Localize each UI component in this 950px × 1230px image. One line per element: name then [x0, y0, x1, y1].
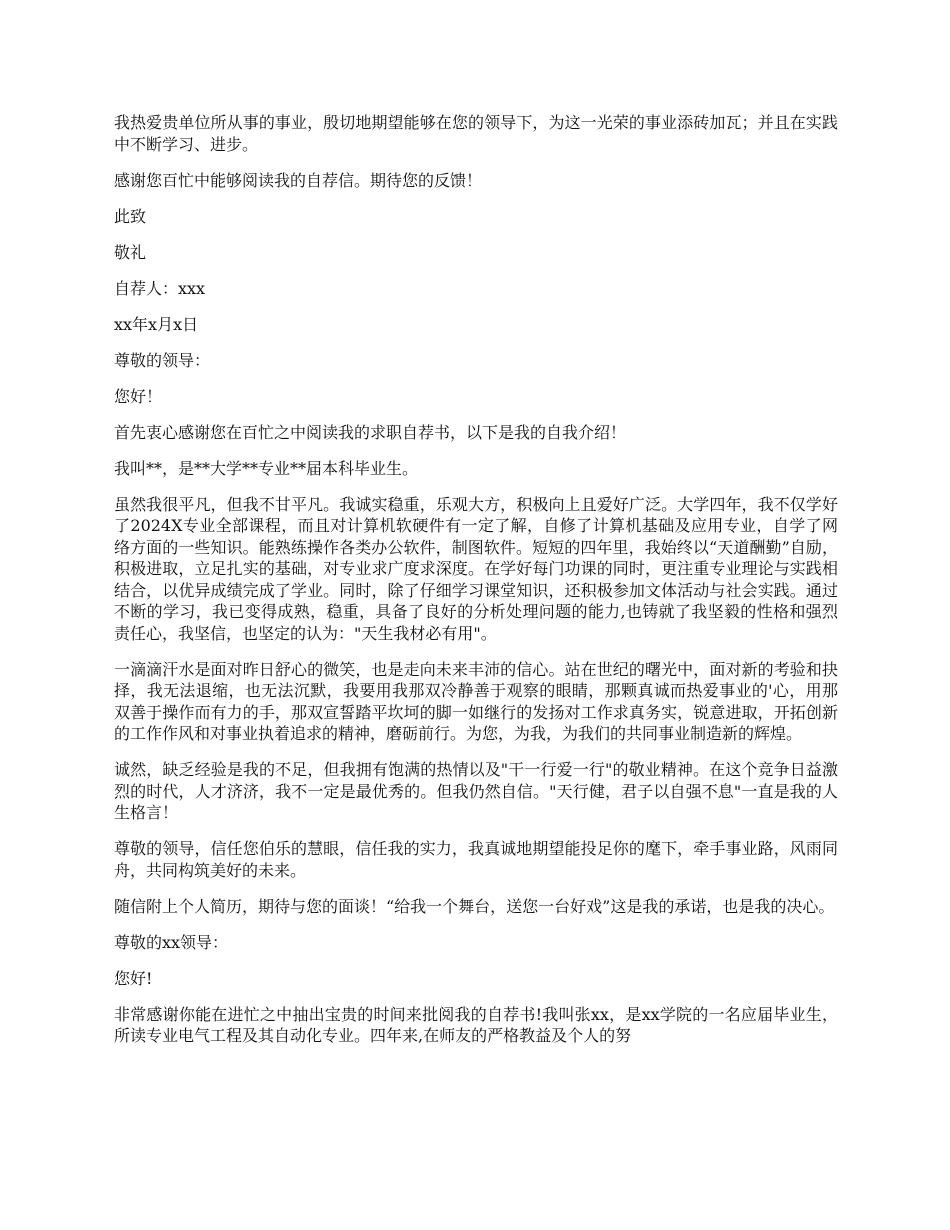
paragraph-second-letter: 非常感谢你能在进忙之中抽出宝贵的时间来批阅我的自荐书!我叫张xx，是xx学院的一名应届毕业生，所读专业电气工程及其自动化专业。四年来,在师友的严格教益及个人的努 [114, 1004, 838, 1045]
paragraph-hope: 尊敬的领导，信任您伯乐的慧眼，信任我的实力，我真诚地期望能投足你的麾下，牵手事业路，风雨同舟，共同构筑美好的未来。 [114, 839, 838, 880]
paragraph-self-description: 虽然我很平凡，但我不甘平凡。我诚实稳重，乐观大方，积极向上且爱好广泛。大学四年，我不仅学好了2024X专业全部课程，而且对计算机软硬件有一定了解，自修了计算机基础及应用专业，自学了网络方面的一些知识。能熟练操作各类办公软件，制图软件。短短的四年里，我始终以“天道酬勤”自励，积极进取，立足扎实的基础，对专业求广度求深度。在学好每门功课的同时，更注重专业理论与实践相结合，以优异成绩完成了学业。同时，除了仔细学习课堂知识，还积极参加文体活动与社会实践。通过不断的学习，我已变得成熟，稳重，具备了良好的分析处理问题的能力,也铸就了我坚毅的性格和强烈责任心，我坚信，也坚定的认为："天生我材必有用"。 [114, 494, 838, 643]
paragraph-thanks: 感谢您百忙中能够阅读我的自荐信。期待您的反馈！ [114, 170, 483, 190]
paragraph-salutation-1: 此致 [114, 206, 147, 226]
paragraph-hello: 您好！ [114, 386, 163, 406]
document-body [114, 112, 838, 1061]
paragraph-greeting: 尊敬的领导： [114, 350, 211, 370]
paragraph-greeting-2: 尊敬的xx领导： [114, 932, 229, 952]
paragraph-aspiration: 一滴滴汗水是面对昨日舒心的微笑，也是走向未来丰沛的信心。站在世纪的曙光中，面对新的考验和抉择，我无法退缩，也无法沉默，我要用我那双冷静善于观察的眼睛，那颗真诚而热爱事业的'心，用那双善于操作而有力的手，那双宣誓踏平坎坷的脚一如继行的发扬对工作求真务实，锐意进取，开拓创新的工作作风和对事业执着追求的精神，磨砺前行。为您，为我，为我们的共同事业制造新的辉煌。 [114, 659, 838, 743]
paragraph-date: xx年x月x日 [114, 314, 199, 334]
paragraph-salutation-2: 敬礼 [114, 242, 147, 262]
paragraph-signature: 自荐人：xxx [114, 278, 206, 298]
paragraph-intro-closing: 我热爱贵单位所从事的事业，殷切地期望能够在您的领导下，为这一光荣的事业添砖加瓦；并且在实践中不断学习、进步。 [114, 113, 838, 154]
paragraph-hello-2: 您好! [114, 968, 153, 988]
paragraph-opening: 首先衷心感谢您在百忙之中阅读我的求职自荐书，以下是我的自我介绍！ [114, 422, 627, 442]
paragraph-attachment: 随信附上个人简历，期待与您的面谈！“给我一个舞台，送您一台好戏”这是我的承诺，也是我的决心。 [114, 896, 835, 916]
paragraph-confidence: 诚然，缺乏经验是我的不足，但我拥有饱满的热情以及"干一行爱一行"的敬业精神。在这个竞争日益激烈的时代，人才济济，我不一定是最优秀的。但我仍然自信。"天行健，君子以自强不息"一直是我的人生格言！ [114, 760, 838, 822]
paragraph-name: 我叫**，是**大学**专业**届本科毕业生。 [114, 458, 419, 478]
